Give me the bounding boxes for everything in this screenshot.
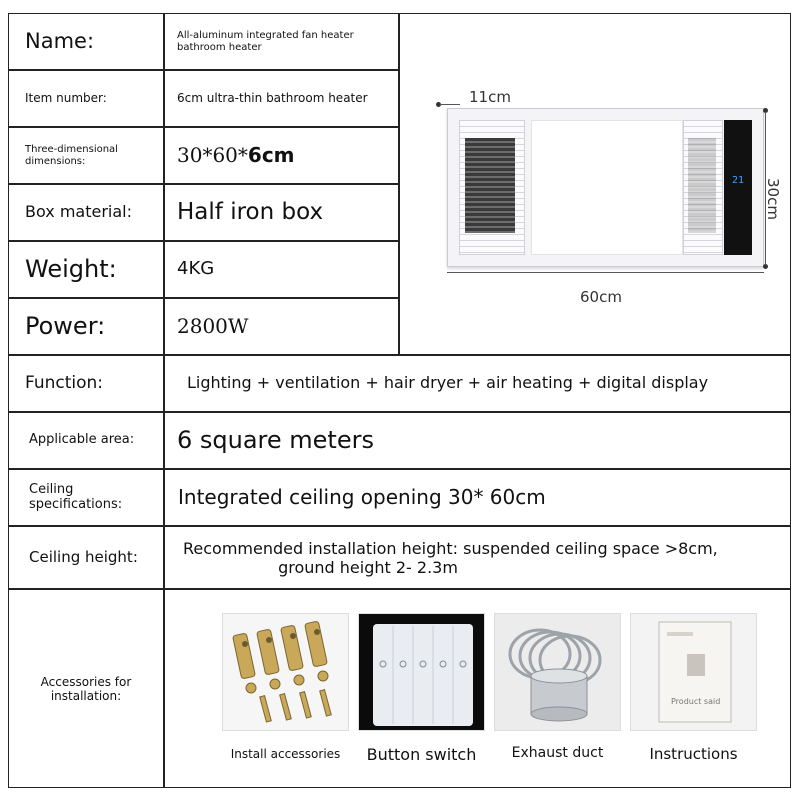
weight-value: 4KG xyxy=(164,241,399,298)
manual-booklet-icon xyxy=(631,614,757,731)
exhaust-duct-image xyxy=(494,613,621,731)
ceiling-height-value: Recommended installation height: suspended ceiling space >8cm, ground height 2- 2.3m xyxy=(164,526,791,589)
depth-line xyxy=(440,104,460,105)
accessory-caption-switch: Button switch xyxy=(366,745,477,764)
name-value: All-aluminum integrated fan heater bathroom heater xyxy=(164,13,399,70)
install-accessories-image xyxy=(222,613,349,731)
weight-label: Weight: xyxy=(8,241,164,298)
power-value: 2800W xyxy=(164,298,399,355)
ceiling-spec-value: Integrated ceiling opening 30* 60cm xyxy=(164,469,791,526)
accessories-label: Accessories for installation: xyxy=(8,589,164,788)
button-switch-image xyxy=(358,613,485,731)
booklet-title: Product said xyxy=(671,697,721,706)
wall-switch-icon xyxy=(359,614,485,731)
width-dimension-label: 60cm xyxy=(580,288,622,306)
flexible-duct-icon xyxy=(495,614,621,731)
box-material-value: Half iron box xyxy=(164,184,399,241)
name-label: Name: xyxy=(8,13,164,70)
box-material-label: Box material: xyxy=(8,184,164,241)
ceiling-spec-label: Ceiling specifications: xyxy=(8,469,164,526)
function-label: Function: xyxy=(8,355,164,412)
item-number-value: 6cm ultra-thin bathroom heater xyxy=(164,70,399,127)
lamp-panel xyxy=(531,120,683,255)
display-digits: 21 xyxy=(731,175,745,186)
accessory-caption-duct: Exhaust duct xyxy=(511,745,604,761)
applicable-area-label: Applicable area: xyxy=(8,412,164,469)
applicable-area-value: 6 square meters xyxy=(164,412,791,469)
instructions-image xyxy=(630,613,757,731)
height-dimension-label: 30cm xyxy=(764,178,782,220)
accessory-caption-install: Install accessories xyxy=(230,747,341,761)
depth-dimension-label: 11cm xyxy=(469,88,511,106)
left-fan-grille xyxy=(465,138,515,233)
ceiling-height-label: Ceiling height: xyxy=(8,526,164,589)
heater-product-image xyxy=(447,108,764,267)
brackets-screws-icon xyxy=(223,614,349,731)
dimensions-label: Three-dimensional dimensions: xyxy=(8,127,164,184)
accessory-caption-instructions: Instructions xyxy=(649,745,738,763)
power-label: Power: xyxy=(8,298,164,355)
digital-display-panel xyxy=(724,120,752,255)
right-fan-grille xyxy=(688,138,716,233)
item-number-label: Item number: xyxy=(8,70,164,127)
width-line xyxy=(447,272,764,273)
dimensions-value: 30*60* 6cm xyxy=(164,127,399,184)
function-value: Lighting + ventilation + hair dryer + air heating + digital display xyxy=(164,355,791,412)
